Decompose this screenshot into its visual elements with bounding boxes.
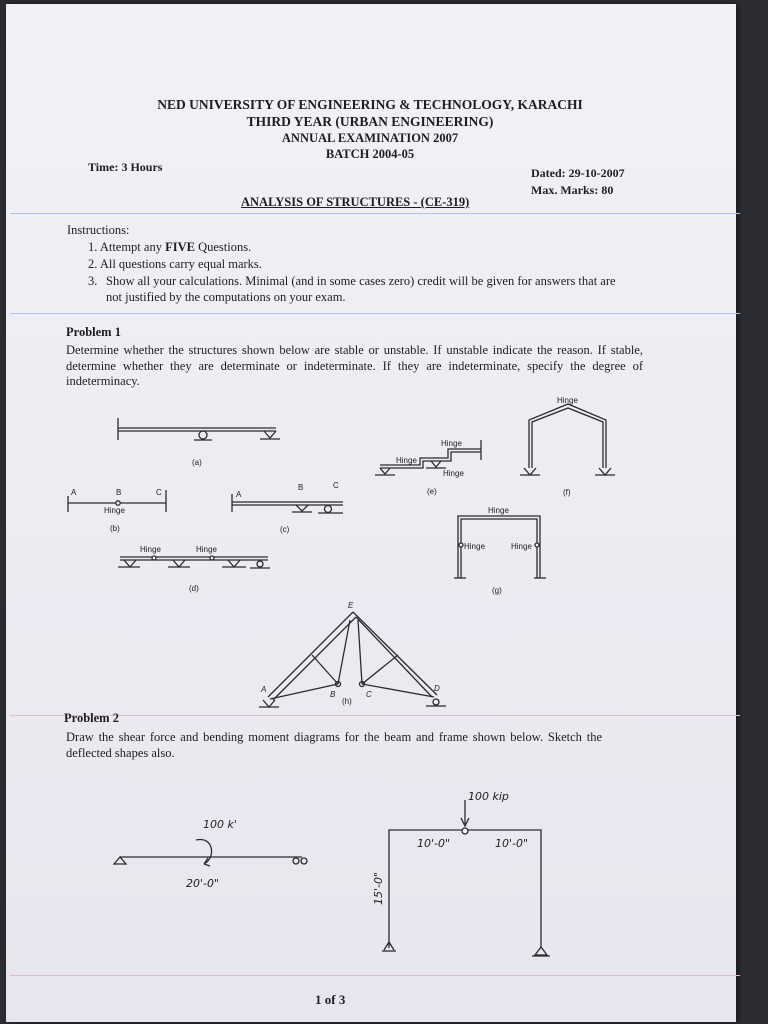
label-g-hinge-top: Hinge — [488, 506, 509, 515]
label-d-hinge-1: Hinge — [140, 545, 161, 554]
university-title: NED UNIVERSITY OF ENGINEERING & TECHNOLOGY, KARACHI — [157, 97, 583, 112]
frame-height-label: 15'-0" — [372, 871, 385, 905]
time-label: Time: 3 Hours — [88, 160, 163, 174]
structure-a — [118, 418, 280, 440]
label-g-hinge-right: Hinge — [511, 542, 532, 551]
label-c-A: A — [236, 490, 242, 499]
structure-c — [232, 494, 343, 513]
label-g-hinge-left: Hinge — [464, 542, 485, 551]
problem-2-beam — [114, 840, 307, 866]
label-d-hinge-2: Hinge — [196, 545, 217, 554]
label-b-B: B — [116, 488, 122, 497]
label-c-B: B — [298, 483, 304, 492]
label-g: (g) — [492, 586, 502, 595]
label-d: (d) — [189, 584, 199, 593]
label-h-D: D — [434, 684, 440, 693]
instruction-2: 2. All questions carry equal marks. — [88, 257, 262, 271]
problem-2-title: Problem 2 — [64, 711, 119, 725]
label-f-hinge: Hinge — [557, 396, 578, 405]
frame-load-label: 100 kip — [468, 790, 509, 803]
rule-line — [10, 715, 740, 716]
label-c: (c) — [280, 525, 290, 534]
label-b-hinge: Hinge — [104, 506, 125, 515]
page-number: 1 of 3 — [315, 992, 346, 1007]
course-title: ANALYSIS OF STRUCTURES - (CE-319) — [241, 195, 470, 209]
structure-f — [520, 404, 615, 475]
label-h: (h) — [342, 697, 352, 706]
label-e-hinge-3: Hinge — [443, 469, 464, 478]
problem-1-text: Determine whether the structures shown below are stable or unstable. If unstable indicate the reason. If stable, determine whether they are determinate or indeterminate. If they are indeterminate, specify the degree of indeterminacy. — [66, 343, 643, 388]
label-h-E: E — [348, 601, 354, 610]
label-e-hinge-1: Hinge — [396, 456, 417, 465]
structure-d — [118, 556, 270, 568]
label-b-A: A — [71, 488, 77, 497]
beam-moment-label: 100 k' — [203, 818, 237, 831]
instruction-3: 3. Show all your calculations. Minimal (and in some cases zero) credit will be given for answers that are not justified by the computations on your exam. — [88, 274, 616, 304]
label-b-C: C — [156, 488, 162, 497]
label-h-C: C — [366, 690, 372, 699]
problem-1-title: Problem 1 — [66, 325, 121, 339]
rule-line — [10, 975, 740, 976]
structure-h — [259, 612, 446, 707]
batch-title: BATCH 2004-05 — [325, 147, 415, 161]
problem-2-frame — [382, 800, 550, 956]
date-label: Dated: 29-10-2007 — [531, 166, 625, 180]
beam-length-label: 20'-0" — [186, 877, 220, 890]
max-marks-label: Max. Marks: 80 — [531, 183, 614, 197]
label-f: (f) — [563, 488, 571, 497]
structure-e — [375, 440, 481, 475]
frame-left-span-label: 10'-0" — [417, 837, 451, 850]
label-c-C: C — [333, 481, 339, 490]
exam-title: ANNUAL EXAMINATION 2007 — [281, 131, 459, 145]
label-h-A: A — [261, 685, 267, 694]
label-e-hinge-2: Hinge — [441, 439, 462, 448]
label-e: (e) — [427, 487, 437, 496]
instruction-1: 1. Attempt any FIVE Questions. — [88, 240, 252, 254]
year-title: THIRD YEAR (URBAN ENGINEERING) — [246, 114, 494, 129]
instructions-title: Instructions: — [67, 223, 130, 237]
problem-2-text: Draw the shear force and bending moment diagrams for the beam and frame shown below. Sketch the deflected shapes also. — [66, 730, 602, 760]
label-h-B: B — [330, 690, 336, 699]
label-b: (b) — [110, 524, 120, 533]
frame-right-span-label: 10'-0" — [495, 837, 529, 850]
label-a: (a) — [192, 458, 202, 467]
